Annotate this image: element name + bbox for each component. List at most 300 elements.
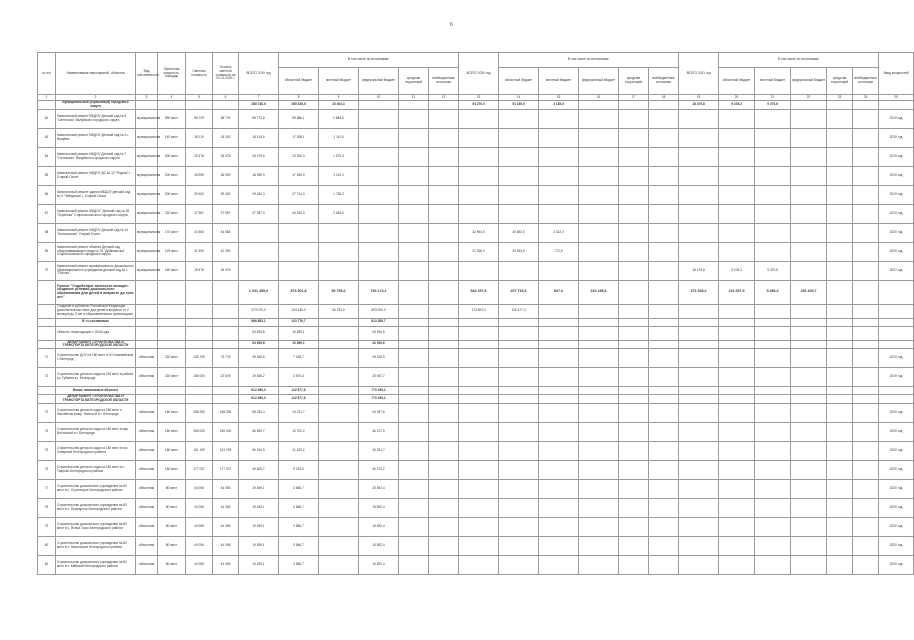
- row-remaining: 25 478: [213, 147, 239, 166]
- row-cost: 44 056: [186, 517, 213, 536]
- row-value: [853, 422, 879, 441]
- row-value: [459, 166, 499, 185]
- row-remaining: 42 390: [213, 242, 239, 261]
- row-name: Вновь начинаемые объекты: [56, 387, 136, 395]
- row-value: [827, 109, 853, 128]
- row-value: [791, 422, 827, 441]
- src-federal: федеральный бюджет: [791, 68, 827, 95]
- row-value: [579, 166, 619, 185]
- row-value: [459, 349, 499, 368]
- row-value: [429, 349, 459, 368]
- investment-table: [37, 52, 914, 575]
- row-value: 288 748,0: [239, 101, 279, 110]
- row-value: [791, 395, 827, 404]
- row-value: [319, 517, 359, 536]
- row-value: [719, 422, 755, 441]
- row-name: Строительство дошкольного учреждения на 80 мест в с. Пушкарное Белгородского района: [56, 498, 136, 517]
- row-value: 56 839,7: [239, 422, 279, 441]
- row-value: [399, 261, 429, 280]
- column-number: 11: [399, 95, 429, 101]
- row-value: 10 702,2: [279, 422, 319, 441]
- row-value: [679, 242, 719, 261]
- row-value: [619, 166, 649, 185]
- row-cost: [186, 101, 213, 110]
- row-value: [239, 223, 279, 242]
- row-capacity: [158, 280, 186, 304]
- row-number: 64: [38, 147, 56, 166]
- row-remaining: 29 452: [213, 185, 239, 204]
- row-value: [499, 422, 539, 441]
- table-body: [38, 101, 914, 575]
- row-remaining: [213, 304, 239, 318]
- row-value: 2019 год: [879, 166, 914, 185]
- table-row: [38, 318, 914, 326]
- row-remaining: 18 119: [213, 128, 239, 147]
- row-value: [459, 340, 499, 349]
- row-value: 2019 год: [879, 147, 914, 166]
- row-value: 2021 год: [879, 261, 914, 280]
- row-value: [619, 387, 649, 395]
- src-federal: федеральный бюджет: [359, 68, 399, 95]
- row-value: [429, 340, 459, 349]
- row-value: [359, 166, 399, 185]
- row-value: 15 592,4: [359, 479, 399, 498]
- row-value: [791, 128, 827, 147]
- row-value: [679, 536, 719, 555]
- row-value: [539, 185, 579, 204]
- row-remaining: 44 056: [213, 555, 239, 574]
- row-value: [649, 318, 679, 326]
- row-value: [755, 460, 791, 479]
- row-value: [399, 166, 429, 185]
- row-value: [539, 403, 579, 422]
- header-row-groups: [38, 53, 914, 68]
- row-number: [38, 387, 56, 395]
- col-cost: Сметная стоимость: [186, 53, 213, 95]
- table-row: [38, 185, 914, 204]
- row-value: [429, 498, 459, 517]
- row-remaining: [213, 318, 239, 326]
- row-value: [827, 460, 853, 479]
- row-cost: 165 000: [186, 422, 213, 441]
- row-value: [853, 223, 879, 242]
- row-value: [827, 441, 853, 460]
- row-value: [579, 304, 619, 318]
- row-value: [755, 349, 791, 368]
- row-value: 46 137,5: [359, 422, 399, 441]
- row-name: Строительство дошкольного учреждения на 80 мест в с. Ясные Зори Белгородского района: [56, 517, 136, 536]
- row-value: [649, 304, 679, 318]
- column-number: 5: [186, 95, 213, 101]
- row-value: [791, 517, 827, 536]
- row-value: [539, 318, 579, 326]
- row-value: 790 174,1: [359, 280, 399, 304]
- row-value: [459, 387, 499, 395]
- row-value: [679, 460, 719, 479]
- row-value: 18 475,8: [679, 261, 719, 280]
- row-name: Строительство ДОУ на 180 мест в IV-Олимпийском г. Белгород: [56, 349, 136, 368]
- row-value: [719, 517, 755, 536]
- row-value: [399, 422, 429, 441]
- row-value: 19 459,1: [239, 555, 279, 574]
- row-capacity: 125 мест: [158, 242, 186, 261]
- row-value: 18 475,8: [679, 101, 719, 110]
- row-value: [853, 479, 879, 498]
- row-value: 23 403,3: [319, 101, 359, 110]
- row-value: [539, 204, 579, 223]
- row-value: [649, 280, 679, 304]
- row-value: [619, 403, 649, 422]
- row-value: 112 877,6: [279, 395, 319, 404]
- row-value: [755, 166, 791, 185]
- row-value: [791, 318, 827, 326]
- table-row: [38, 280, 914, 304]
- row-cost: 161 199: [186, 441, 213, 460]
- row-value: 772,5: [539, 242, 579, 261]
- row-value: [853, 517, 879, 536]
- row-value: [755, 109, 791, 128]
- column-number: 8: [279, 95, 319, 101]
- column-number: 2: [56, 95, 136, 101]
- row-value: [853, 340, 879, 349]
- row-value: [399, 387, 429, 395]
- row-value: 3 135,5: [539, 101, 579, 110]
- row-value: [579, 422, 619, 441]
- row-value: 2020 год: [879, 460, 914, 479]
- row-value: [719, 349, 755, 368]
- row-value: [459, 395, 499, 404]
- row-value: [755, 204, 791, 223]
- table-row: [38, 204, 914, 223]
- row-value: 32 964,0: [459, 223, 499, 242]
- row-value: [399, 147, 429, 166]
- src-extrabudget: внебюджетные источники: [649, 68, 679, 95]
- row-value: [755, 387, 791, 395]
- row-value: [579, 128, 619, 147]
- row-value: [399, 101, 429, 110]
- row-cost: 135 759: [186, 349, 213, 368]
- row-name: Строительство детского сада на 180 мест в мкр. Восточный в г. Белгороде: [56, 422, 136, 441]
- row-capacity: [158, 304, 186, 318]
- row-value: [319, 223, 359, 242]
- row-value: [879, 101, 914, 110]
- row-value: [755, 185, 791, 204]
- row-value: [429, 185, 459, 204]
- table-row: [38, 340, 914, 349]
- row-value: 14 221,7: [279, 403, 319, 422]
- table-row: [38, 101, 914, 110]
- row-number: 77: [38, 479, 56, 498]
- row-value: [879, 304, 914, 318]
- src-regional: областной бюджет: [719, 68, 755, 95]
- row-value: [853, 403, 879, 422]
- row-value: [719, 403, 755, 422]
- col-commission: Ввод мощностей: [879, 53, 914, 95]
- table-row: [38, 223, 914, 242]
- row-value: [579, 318, 619, 326]
- src-territorial: средства территорий: [827, 68, 853, 95]
- row-value: [459, 318, 499, 326]
- row-value: 27 714,0: [279, 185, 319, 204]
- row-value: 45 605,7: [239, 460, 279, 479]
- row-value: 812 489,3: [239, 395, 279, 404]
- row-value: 15 592,4: [359, 517, 399, 536]
- table-row: [38, 304, 914, 318]
- row-value: [649, 368, 679, 387]
- row-capacity: 80 мест: [158, 498, 186, 517]
- row-value: [679, 223, 719, 242]
- row-number: 78: [38, 498, 56, 517]
- row-value: [429, 368, 459, 387]
- row-value: [827, 204, 853, 223]
- row-value: [579, 403, 619, 422]
- row-value: [459, 498, 499, 517]
- row-value: 20 533,5: [499, 242, 539, 261]
- col-owner: Вид собственности: [136, 53, 158, 95]
- row-value: [539, 128, 579, 147]
- row-name: В т.ч.госзаказчик: [56, 318, 136, 326]
- row-value: 3 866,7: [279, 555, 319, 574]
- row-value: [459, 403, 499, 422]
- row-value: [853, 441, 879, 460]
- row-remaining: 37 987: [213, 204, 239, 223]
- row-value: [791, 147, 827, 166]
- row-value: 19 638,2: [239, 368, 279, 387]
- row-value: 847,0: [539, 280, 579, 304]
- row-cost: 37 987: [186, 204, 213, 223]
- row-value: 10 899,1: [279, 340, 319, 349]
- row-cost: 44 056: [186, 479, 213, 498]
- row-name: Капитальный ремонт объекта Детский сад общеразвивающего вида № 19 "Дюймовочка" Старооскольского городского округа: [56, 242, 136, 261]
- row-value: [319, 555, 359, 574]
- row-value: [499, 318, 539, 326]
- row-value: [499, 185, 539, 204]
- row-value: [539, 387, 579, 395]
- row-value: [649, 204, 679, 223]
- row-value: [539, 441, 579, 460]
- row-value: 2020 год: [879, 479, 914, 498]
- column-number: 13: [459, 95, 499, 101]
- column-number: 21: [755, 95, 791, 101]
- row-value: [827, 422, 853, 441]
- table-row: [38, 403, 914, 422]
- row-owner: муниципальная: [136, 185, 158, 204]
- row-value: [579, 109, 619, 128]
- row-owner: муниципальная: [136, 128, 158, 147]
- row-value: [319, 536, 359, 555]
- row-value: [539, 368, 579, 387]
- row-value: [649, 517, 679, 536]
- row-value: [755, 223, 791, 242]
- row-remaining: [213, 395, 239, 404]
- row-value: [649, 185, 679, 204]
- row-owner: областная: [136, 536, 158, 555]
- table-row: [38, 326, 914, 340]
- row-name: Капитальный ремонт МБДОУ Детский сад № 14 "Колокольчик" Старый Оскол: [56, 223, 136, 242]
- row-cost: 18 119: [186, 128, 213, 147]
- row-value: [579, 536, 619, 555]
- row-value: 373 070,0: [239, 304, 279, 318]
- row-value: [579, 147, 619, 166]
- row-value: [679, 403, 719, 422]
- row-value: [791, 204, 827, 223]
- row-value: [359, 261, 399, 280]
- row-value: [619, 304, 649, 318]
- row-value: [719, 479, 755, 498]
- row-owner: [136, 318, 158, 326]
- row-value: [755, 517, 791, 536]
- table-row: [38, 128, 914, 147]
- row-capacity: 220 мест: [158, 349, 186, 368]
- row-value: [853, 166, 879, 185]
- row-value: [399, 109, 429, 128]
- row-value: 2020 год: [879, 441, 914, 460]
- row-capacity: 160 мест: [158, 261, 186, 280]
- row-value: [679, 147, 719, 166]
- row-capacity: 180 мест: [158, 403, 186, 422]
- row-remaining: [213, 280, 239, 304]
- row-value: 19 459,1: [239, 536, 279, 555]
- row-value: [879, 340, 914, 349]
- row-owner: областная: [136, 460, 158, 479]
- row-value: 207 715,5: [499, 280, 539, 304]
- row-capacity: 80 мест: [158, 479, 186, 498]
- row-value: [499, 326, 539, 340]
- row-value: [399, 204, 429, 223]
- row-value: [679, 204, 719, 223]
- row-value: [319, 340, 359, 349]
- row-value: [719, 242, 755, 261]
- row-value: 36 373,2: [359, 460, 399, 479]
- row-remaining: 73 776: [213, 349, 239, 368]
- row-value: [359, 109, 399, 128]
- row-value: 15 592,4: [359, 536, 399, 555]
- row-value: [755, 128, 791, 147]
- table-row: [38, 368, 914, 387]
- row-value: [619, 340, 649, 349]
- row-value: [579, 242, 619, 261]
- row-value: [649, 261, 679, 280]
- table-row: [38, 166, 914, 185]
- row-value: 2019 год: [879, 128, 914, 147]
- row-capacity: 80 мест: [158, 517, 186, 536]
- row-value: [619, 479, 649, 498]
- column-number: 19: [679, 95, 719, 101]
- row-cost: 177 037: [186, 460, 213, 479]
- row-value: [499, 109, 539, 128]
- row-value: [719, 147, 755, 166]
- row-name: Создание в субъектах Российской Федерации дополнительных мест для детей в возрасте от 2 месяцев до 3 лет в образовательных организациях: [56, 304, 136, 318]
- row-owner: областная: [136, 498, 158, 517]
- row-value: [791, 166, 827, 185]
- src-extrabudget: внебюджетные источники: [429, 68, 459, 95]
- row-remaining: 168 250: [213, 403, 239, 422]
- row-value: [791, 349, 827, 368]
- row-value: 44 097,6: [359, 403, 399, 422]
- row-value: [579, 223, 619, 242]
- row-value: [649, 498, 679, 517]
- row-value: [755, 498, 791, 517]
- row-value: 230 209,7: [791, 280, 827, 304]
- col-remaining: Остаток сметной стоимости на 01.01.2019 г.: [213, 53, 239, 95]
- row-number: 81: [38, 555, 56, 574]
- row-value: [827, 304, 853, 318]
- row-owner: [136, 395, 158, 404]
- row-value: [279, 261, 319, 280]
- table-row: [38, 460, 914, 479]
- row-value: [579, 395, 619, 404]
- row-value: [579, 349, 619, 368]
- row-value: 35 055,6: [239, 349, 279, 368]
- row-value: 51 185,5: [499, 101, 539, 110]
- row-number: 76: [38, 460, 56, 479]
- row-value: [853, 395, 879, 404]
- row-value: [755, 441, 791, 460]
- row-owner: муниципальная: [136, 147, 158, 166]
- row-value: [459, 147, 499, 166]
- row-name: Строительство детского сада на 180 мест в пос. Северный Белгородского района: [56, 441, 136, 460]
- row-value: [649, 326, 679, 340]
- row-value: [679, 304, 719, 318]
- row-value: [879, 318, 914, 326]
- row-capacity: 300 мест: [158, 147, 186, 166]
- row-value: [719, 109, 755, 128]
- row-value: 15 592,4: [359, 555, 399, 574]
- row-value: [319, 326, 359, 340]
- row-owner: муниципальная: [136, 261, 158, 280]
- row-value: [649, 555, 679, 574]
- row-value: [755, 304, 791, 318]
- row-value: [649, 166, 679, 185]
- row-value: 2020 год: [879, 242, 914, 261]
- src-regional: областной бюджет: [279, 68, 319, 95]
- row-owner: [136, 340, 158, 349]
- column-number: 17: [619, 95, 649, 101]
- row-value: [459, 326, 499, 340]
- row-value: 2020 год: [879, 498, 914, 517]
- row-value: [719, 204, 755, 223]
- row-capacity: [158, 101, 186, 110]
- row-value: 866 883,1: [239, 318, 279, 326]
- column-number: 3: [136, 95, 158, 101]
- row-value: 7 028,7: [279, 349, 319, 368]
- row-value: [319, 422, 359, 441]
- row-value: [539, 479, 579, 498]
- row-name: ДЕПАРТАМЕНТ СТРОИТЕЛЬСТВА И ТРАНСПОРТА БЕЛГОРОДСКОЙ ОБЛАСТИ: [56, 395, 136, 404]
- row-value: 122 057,9: [719, 280, 755, 304]
- row-value: 3 866,7: [279, 498, 319, 517]
- table-row: [38, 109, 914, 128]
- column-number: 18: [649, 95, 679, 101]
- src-federal: федеральный бюджет: [579, 68, 619, 95]
- row-capacity: 300 мест: [158, 185, 186, 204]
- row-owner: муниципальная: [136, 223, 158, 242]
- row-value: [791, 368, 827, 387]
- row-value: [399, 395, 429, 404]
- row-value: [429, 517, 459, 536]
- row-value: 58 333,4: [239, 403, 279, 422]
- row-value: [791, 242, 827, 261]
- row-value: [827, 536, 853, 555]
- row-value: [429, 204, 459, 223]
- row-value: [649, 422, 679, 441]
- row-value: [649, 128, 679, 147]
- row-value: [649, 479, 679, 498]
- row-value: [791, 536, 827, 555]
- row-value: [853, 280, 879, 304]
- row-value: [319, 349, 359, 368]
- table-row: [38, 387, 914, 395]
